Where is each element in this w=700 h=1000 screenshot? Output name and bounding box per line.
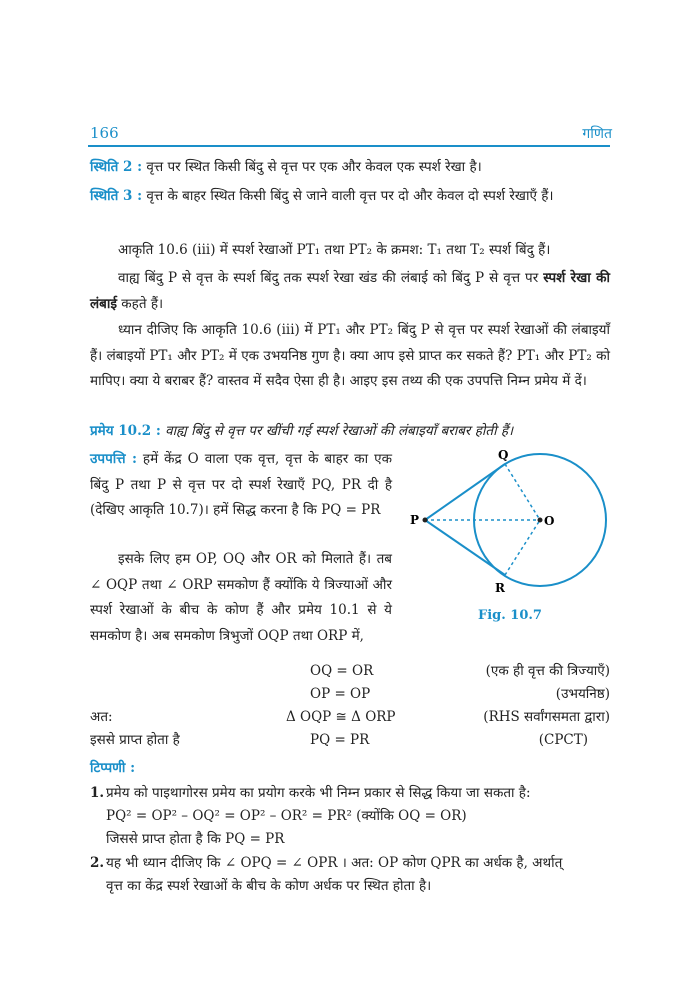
para2-post: कहते हैं। — [121, 295, 164, 312]
label-q: Q — [498, 448, 509, 462]
note-1-line-2: PQ² = OP² – OQ² = OP² – OR² = PR² (क्योंकि OQ = OR) — [106, 808, 467, 824]
equation-reason: (उभयनिष्ठ) — [555, 686, 610, 702]
note-1-line-1: प्रमेय को पाइथागोरस प्रमेय का प्रयोग करके भी निम्न प्रकार से सिद्ध किया जा सकता है: — [106, 785, 531, 801]
case-2-text: वृत्त पर स्थित किसी बिंदु से वृत्त पर एक और केवल एक स्पर्श रेखा है। — [146, 159, 482, 175]
radius-oq — [505, 464, 540, 520]
tangent-pq — [425, 464, 505, 520]
notes-heading — [90, 756, 610, 782]
point-o — [538, 518, 543, 523]
equation-statement: OQ = OR — [310, 663, 374, 679]
case-3 — [90, 184, 610, 210]
proof-paragraph: इसके लिए हम OP, OQ और OR को मिलाते हैं। तब ∠ OQP तथा ∠ ORP समकोण हैं क्योंकि ये त्रिज्याओं और स्पर्श रेखाओं के बीच के कोण हैं और प्रमेय 10.1 से ये समकोण है। अब समकोण त्रिभुजों OQP तथा ORP में, — [90, 551, 392, 644]
equation-lhs: इससे प्राप्त होता है — [90, 732, 180, 748]
case-2-label: स्थिति 2 : — [90, 159, 143, 175]
equation-lhs: अत: — [90, 709, 113, 725]
note-2-number: 2. — [90, 855, 105, 871]
note-2 — [90, 852, 612, 898]
case-3-text: वृत्त के बाहर स्थित किसी बिंदु से जाने वाली वृत्त पर दो और केवल दो स्पर्श रेखाएँ हैं। — [146, 188, 554, 204]
proof-label: उपपत्ति : — [90, 451, 137, 467]
theorem-label: प्रमेय 10.2 : — [90, 423, 161, 439]
equation-reason: (RHS सर्वांगसमता द्वारा) — [483, 709, 610, 725]
note-1-number: 1. — [90, 785, 105, 801]
case-2 — [90, 155, 610, 181]
page-number: 166 — [90, 124, 119, 142]
equation-reason: (एक ही वृत्त की त्रिज्याएँ) — [485, 663, 610, 679]
label-r: R — [495, 581, 505, 595]
para2-bold-term: स्पर्श रेखा की लंबाई — [90, 270, 610, 312]
equation-reason: (CPCT) — [538, 732, 588, 748]
running-header-subject: गणित — [582, 126, 612, 142]
note-1 — [90, 782, 612, 851]
notes-label: टिप्पणी : — [90, 760, 136, 776]
case-3-label: स्थिति 3 : — [90, 188, 143, 204]
note-1-line-3: जिससे प्राप्त होता है कि PQ = PR — [106, 831, 285, 847]
theorem-10-2 — [90, 419, 610, 445]
header-rule — [88, 145, 610, 147]
tangent-pr — [425, 520, 505, 575]
paragraph-observation: ध्यान दीजिए कि आकृति 10.6 (iii) में PT₁ और PT₂ बिंदु P से वृत्त पर स्पर्श रेखाओं की लंबाइयाँ हैं। लंबाइयों PT₁ और PT₂ में एक उभयनिष्ठ गुण है। क्या आप इसे प्राप्त कर सकते हैं? PT₁ और PT₂ को मापिए। क्या ये बराबर हैं? वास्तव में सदैव ऐसा ही है। आइए इस तथ्य की एक उपपत्ति निम्न प्रमेय में दें। — [90, 322, 610, 389]
figure-caption: Fig. 10.7 — [478, 608, 542, 623]
equation-statement: PQ = PR — [310, 732, 370, 748]
para2-pre: वाह्य बिंदु P से वृत्त के स्पर्श बिंदु तक स्पर्श रेखा खंड की लंबाई को बिंदु P से वृत्त पर — [118, 270, 539, 286]
radius-or — [505, 520, 540, 575]
proof-text: हमें केंद्र O वाला एक वृत्त, वृत्त के बाहर का एक बिंदु P तथा P से वृत्त पर दो स्पर्श रेखाएँ PQ, PR दी है (देखिए आकृति 10.7)। हमें सिद्ध करना है कि PQ = PR — [90, 451, 392, 518]
proof-intro — [90, 447, 392, 524]
label-p: P — [410, 513, 420, 527]
equation-statement: Δ OQP ≅ Δ ORP — [286, 709, 396, 725]
paragraph-tangent-length — [90, 266, 610, 317]
paragraph-tangent-points: आकृति 10.6 (iii) में स्पर्श रेखाओं PT₁ तथा PT₂ के क्रमश: T₁ तथा T₂ स्पर्श बिंदु हैं। — [118, 242, 551, 258]
label-o: O — [544, 514, 555, 528]
theorem-statement: वाह्य बिंदु से वृत्त पर खींची गई स्पर्श रेखाओं की लंबाइयाँ बराबर होती हैं। — [165, 423, 514, 439]
equation-statement: OP = OP — [310, 686, 371, 702]
point-p — [423, 518, 428, 523]
note-2-line-2: वृत्त का केंद्र स्पर्श रेखाओं के बीच के कोण अर्धक पर स्थित होता है। — [106, 878, 432, 894]
note-2-line-1: यह भी ध्यान दीजिए कि ∠ OPQ = ∠ OPR । अत: OP कोण QPR का अर्धक है, अर्थात् — [106, 855, 563, 871]
figure-10-7 — [400, 448, 610, 598]
